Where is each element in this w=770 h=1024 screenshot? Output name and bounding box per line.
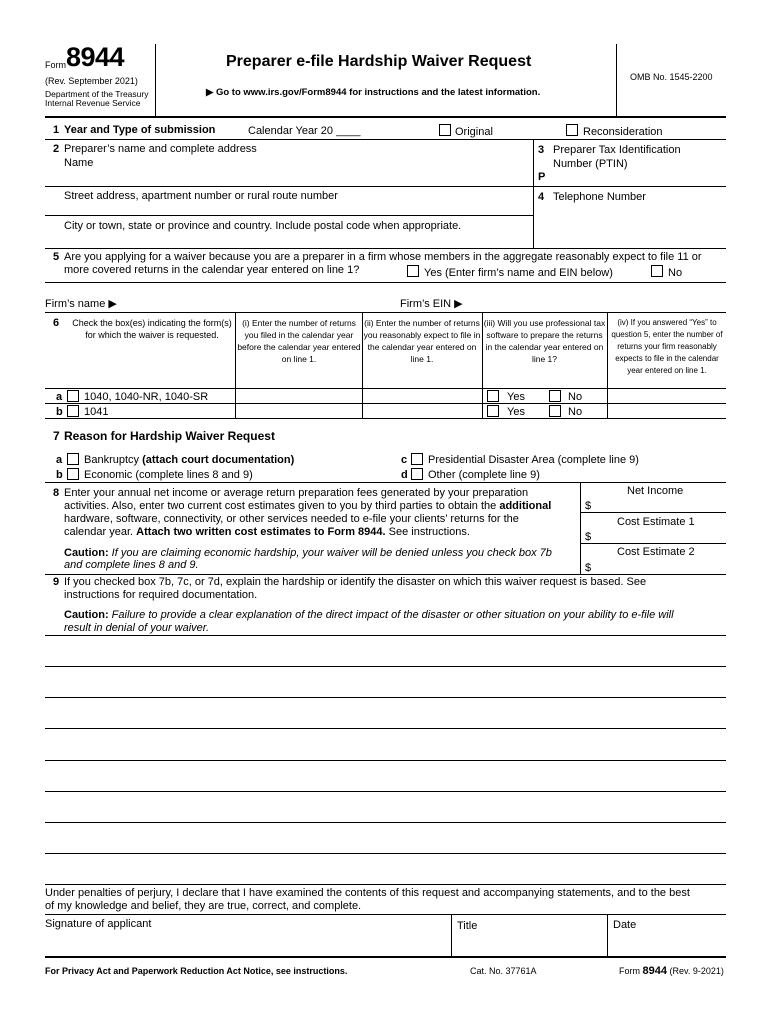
line-5-no-checkbox[interactable] [651, 265, 663, 277]
omb-number: OMB No. 1545-2200 [630, 72, 713, 82]
row-a-no-checkbox[interactable] [549, 390, 561, 402]
cost-estimate-2-dollar: $ [585, 562, 592, 574]
row-a-no-label: No [568, 391, 583, 403]
title-input[interactable] [457, 935, 602, 951]
line-5-text-1: Are you applying for a waiver because you are a preparer in a firm whose members in the aggregate reasonably expect to file 11 or [64, 251, 702, 263]
explanation-line[interactable] [45, 728, 726, 729]
line-8-caution-1: Caution: If you are claiming economic hardship, your waiver will be denied unless you check box 7b [64, 547, 552, 559]
cost-estimate-1-dollar: $ [585, 531, 592, 543]
net-income-input[interactable] [595, 498, 720, 512]
row-a-col-ii-input[interactable] [366, 390, 478, 403]
line-8-number: 8 [53, 487, 60, 499]
perjury-text-1: Under penalties of perjury, I declare that I have examined the contents of this request and accompanying statements, and to the best [45, 887, 690, 899]
row-b-yes-label: Yes [507, 406, 525, 418]
line-9-text-1: If you checked box 7b, 7c, or 7d, explain the hardship or identify the disaster on which this waiver request is based. See [64, 576, 647, 588]
signature-input[interactable] [48, 935, 446, 951]
line-5-yes-checkbox[interactable] [407, 265, 419, 277]
row-a-label: 1040, 1040-NR, 1040-SR [84, 391, 209, 403]
row-b-label: 1041 [84, 406, 109, 418]
economic-label: Economic (complete lines 8 and 9) [84, 469, 253, 481]
economic-checkbox[interactable] [67, 468, 79, 480]
form-word: Form [45, 60, 66, 70]
row-a-col-iv-input[interactable] [611, 390, 721, 403]
department-line-2: Internal Revenue Service [45, 98, 141, 108]
line-2-number: 2 [53, 143, 60, 155]
street-address-input[interactable] [64, 202, 524, 216]
perjury-text-2: of my knowledge and belief, they are true, correct, and complete. [45, 900, 362, 912]
line-1-number: 1 [53, 124, 60, 136]
net-income-dollar: $ [585, 500, 592, 512]
bankruptcy-label: Bankruptcy (attach court documentation) [84, 454, 295, 466]
line-2-label: Preparer’s name and complete address [64, 143, 257, 155]
row-b-no-label: No [568, 406, 583, 418]
telephone-input[interactable] [553, 204, 723, 218]
bankruptcy-checkbox[interactable] [67, 453, 79, 465]
department-line-1: Department of the Treasury [45, 89, 149, 99]
original-label: Original [455, 126, 493, 138]
reconsideration-label: Reconsideration [583, 126, 663, 138]
column-i-header: (i) Enter the number of returns you filed in the calendar year before the calendar year entered on line 1. [237, 318, 361, 364]
other-reason-checkbox[interactable] [411, 468, 423, 480]
form-number: 8944 [66, 42, 125, 72]
ptin-label-1: Preparer Tax Identification [553, 144, 681, 156]
firm-ein-input[interactable] [466, 294, 721, 308]
ptin-input[interactable] [550, 169, 720, 183]
line-9-caution-1: Caution: Failure to provide a clear explanation of the direct impact of the disaster or other situation on your ability to e-file will [64, 609, 674, 621]
city-label: City or town, state or province and country. Include postal code when appropriate. [64, 220, 462, 232]
form-revision: (Rev. September 2021) [45, 76, 138, 86]
line-8-text-4: calendar year. Attach two written cost estimates to Form 8944. See instructions. [64, 526, 470, 538]
column-iv-header: (iv) If you answered “Yes” to question 5, enter the number of returns your firm reasonably expects to file in the calendar year entered on line 1. [611, 318, 723, 375]
cost-estimate-1-label: Cost Estimate 1 [617, 516, 695, 528]
row-b-col-ii-input[interactable] [366, 405, 478, 418]
cost-estimate-2-input[interactable] [595, 559, 720, 573]
ptin-prefix: P [538, 171, 546, 183]
firm-name-input[interactable] [118, 294, 388, 308]
line-6-description: Check the box(es) indicating the form(s) for which the waiver is requested. [72, 318, 232, 340]
cost-estimate-1-input[interactable] [595, 529, 720, 543]
other-reason-label: Other (complete line 9) [428, 469, 540, 481]
line-8-text-3: hardware, software, connectivity, or other services needed to e-file your clients’ returns for the [64, 513, 519, 525]
row-a-yes-checkbox[interactable] [487, 390, 499, 402]
city-input[interactable] [64, 232, 524, 246]
reason-c-letter: c [401, 454, 408, 466]
row-b-checkbox[interactable] [67, 405, 79, 417]
explanation-line[interactable] [45, 697, 726, 698]
ptin-label-2: Number (PTIN) [553, 158, 628, 170]
row-b-no-checkbox[interactable] [549, 405, 561, 417]
line-3-number: 3 [538, 144, 545, 156]
explanation-line[interactable] [45, 884, 726, 885]
reason-b-letter: b [56, 469, 63, 481]
line-9-number: 9 [53, 576, 60, 588]
reason-a-letter: a [56, 454, 63, 466]
line-7-label: Reason for Hardship Waiver Request [64, 429, 275, 443]
reconsideration-checkbox[interactable] [566, 124, 578, 136]
row-a-checkbox[interactable] [67, 390, 79, 402]
telephone-label: Telephone Number [553, 191, 646, 203]
row-b-yes-checkbox[interactable] [487, 405, 499, 417]
line-4-number: 4 [538, 191, 545, 203]
calendar-year-label: Calendar Year 20 ____ [248, 125, 361, 137]
title-label: Title [457, 920, 478, 932]
column-ii-header: (ii) Enter the number of returns you reasonably expect to file in the calendar year entered on line 1. [363, 318, 481, 364]
line-8-text-1: Enter your annual net income or average return preparation fees generated by your preparation [64, 487, 529, 499]
line-5-no-label: No [668, 267, 683, 279]
explanation-line[interactable] [45, 791, 726, 792]
signature-label: Signature of applicant [45, 918, 152, 930]
line-7-number: 7 [53, 429, 60, 443]
cost-estimate-2-label: Cost Estimate 2 [617, 546, 695, 558]
footer-form-id: Form 8944 (Rev. 9-2021) [619, 965, 724, 977]
preparer-name-input[interactable] [64, 170, 524, 184]
disaster-area-label: Presidential Disaster Area (complete line 9) [428, 454, 639, 466]
line-9-text-2: instructions for required documentation. [64, 589, 258, 601]
line-8-text-2: activities. Also, enter two current cost estimates given to you by third parties to obtain the additional [64, 500, 552, 512]
form-title: Preparer e-file Hardship Waiver Request [226, 53, 532, 70]
explanation-line[interactable] [45, 822, 726, 823]
instructions-link[interactable]: ▶ Go to www.irs.gov/Form8944 for instructions and the latest information. [206, 87, 541, 98]
privacy-notice: For Privacy Act and Paperwork Reduction Act Notice, see instructions. [45, 966, 348, 976]
explanation-line[interactable] [45, 666, 726, 667]
line-1-label: Year and Type of submission [64, 124, 216, 136]
firm-name-label: Firm’s name ▶ [45, 298, 117, 310]
date-label: Date [613, 919, 637, 931]
row-b-letter: b [56, 406, 63, 418]
line-8-caution-2: and complete lines 8 and 9. [64, 559, 199, 571]
firm-ein-label: Firm’s EIN ▶ [400, 298, 463, 310]
explanation-line[interactable] [45, 760, 726, 761]
line-9-caution-2: result in denial of your waiver. [64, 622, 210, 634]
row-b-col-i-input[interactable] [239, 405, 359, 418]
net-income-label: Net Income [627, 485, 684, 497]
row-a-yes-label: Yes [507, 391, 525, 403]
reason-d-letter: d [401, 469, 408, 481]
row-a-col-i-input[interactable] [239, 390, 359, 403]
explanation-line[interactable] [45, 853, 726, 854]
catalog-number: Cat. No. 37761A [470, 966, 537, 976]
original-checkbox[interactable] [439, 124, 451, 136]
row-a-letter: a [56, 391, 63, 403]
name-label: Name [64, 157, 94, 169]
calendar-year-input[interactable] [335, 122, 365, 136]
line-5-number: 5 [53, 251, 60, 263]
column-iii-header: (iii) Will you use professional tax software to prepare the returns in the calendar year entered on line 1? [483, 318, 606, 364]
disaster-area-checkbox[interactable] [411, 453, 423, 465]
date-input[interactable] [613, 935, 721, 951]
street-address-label: Street address, apartment number or rural route number [64, 190, 338, 202]
line-5-yes-label: Yes (Enter firm’s name and EIN below) [424, 267, 613, 279]
line-5-text-2: more covered returns in the calendar year entered on line 1? [64, 264, 360, 276]
line-6-number: 6 [53, 317, 60, 329]
